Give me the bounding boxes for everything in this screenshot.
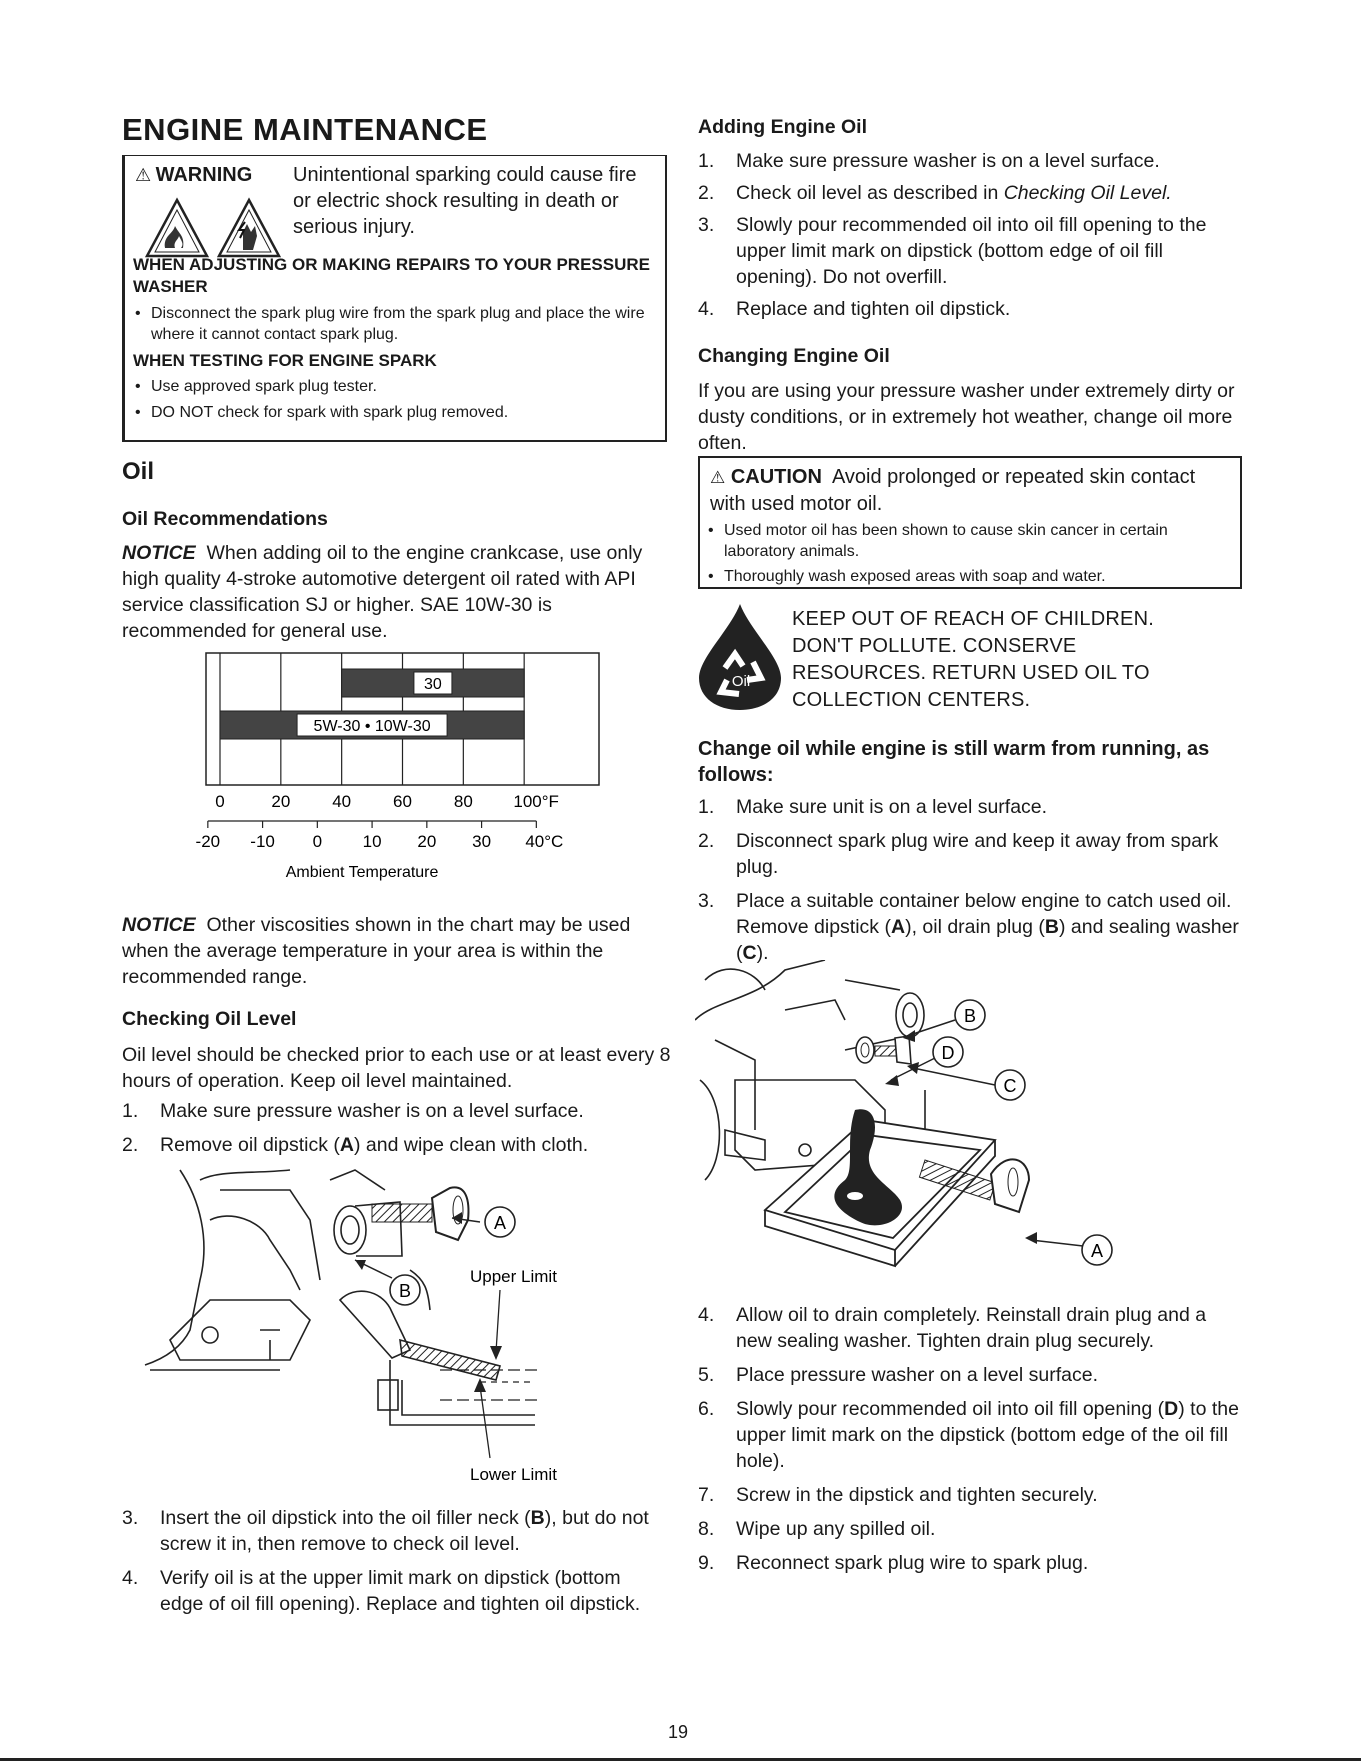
page-number: 19 xyxy=(668,1722,689,1742)
step-number: 1. xyxy=(122,1100,139,1122)
step-text: Insert the oil dipstick into the oil filler neck (B), but do not screw it in, then remove to check oil level. xyxy=(160,1507,649,1555)
step-number: 3. xyxy=(698,890,715,912)
c-tick-label: 0 xyxy=(312,832,323,851)
warning-bullet: • Disconnect the spark plug wire from the spark plug and place the wire where it cannot contact spark plug. xyxy=(133,303,658,345)
recycle-text: KEEP OUT OF REACH OF CHILDREN. DON'T POLLUTE. CONSERVE RESOURCES. RETURN USED OIL TO COLLECTION CENTERS. xyxy=(792,608,1154,711)
x-axis-label: Ambient Temperature xyxy=(285,864,439,881)
c-tick-label: 30 xyxy=(472,832,492,851)
dipstick-figure xyxy=(140,1160,660,1490)
warning-section-heading: WHEN TESTING FOR ENGINE SPARK xyxy=(133,351,437,370)
step-number: 1. xyxy=(698,796,715,818)
step-number: 3. xyxy=(122,1507,139,1529)
f-tick-label: 80 xyxy=(453,792,473,811)
lower-limit-label: Lower Limit xyxy=(470,1465,557,1484)
caution-text-block xyxy=(710,464,1230,517)
step-text: Verify oil is at the upper limit mark on dipstick (bottom edge of oil fill opening). Replace and tighten oil dipstick. xyxy=(160,1567,641,1615)
callout-a: A xyxy=(1090,1241,1104,1261)
step-number: 5. xyxy=(698,1364,715,1386)
step-item xyxy=(122,1098,667,1124)
notice-text: Other viscosities shown in the chart may be used when the average temperature in your area is within the recommended range. xyxy=(122,914,631,988)
step-text: Wipe up any spilled oil. xyxy=(736,1518,936,1540)
fire-hazard-icon xyxy=(147,200,207,256)
changing-intro: If you are using your pressure washer under extremely dirty or dusty conditions, or in extremely hot weather, change oil more often. xyxy=(698,380,1235,454)
warning-triangle-icon: ⚠ xyxy=(135,165,152,185)
step-number: 6. xyxy=(698,1398,715,1420)
viscosity-bar-label: 30 xyxy=(424,676,442,693)
step-number: 3. xyxy=(698,214,715,236)
caution-bullet: • Thoroughly wash exposed areas with soap and water. xyxy=(706,566,1231,587)
caution-list xyxy=(706,520,1231,587)
warning-section-heading: WHEN ADJUSTING OR MAKING REPAIRS TO YOUR PRESSURE WASHER xyxy=(133,255,650,296)
drain-oil-figure xyxy=(695,960,1255,1300)
c-tick-label: -10 xyxy=(250,832,275,851)
changing-oil-heading: Changing Engine Oil xyxy=(698,345,890,367)
warning-list xyxy=(133,376,658,423)
step-text: Replace and tighten oil dipstick. xyxy=(736,298,1011,320)
shock-hazard-icon xyxy=(219,200,279,256)
callout-d: D xyxy=(941,1043,955,1063)
step-text: Make sure unit is on a level surface. xyxy=(736,796,1048,818)
step-number: 7. xyxy=(698,1484,715,1506)
c-tick-label: 40°C xyxy=(525,832,564,851)
warning-triangle-icon: ⚠ xyxy=(710,468,726,487)
caution-label: CAUTION xyxy=(730,466,822,488)
step-item xyxy=(698,1396,1243,1474)
step-number: 4. xyxy=(122,1567,139,1589)
notice-text: When adding oil to the engine crankcase, use only high quality 4-stroke automotive detergent oil rated with API service classification SJ or higher. SAE 10W-30 is recommended for general use. xyxy=(122,542,643,642)
step-item xyxy=(698,794,1243,820)
step-item xyxy=(698,1516,1243,1542)
fire-shock-icons xyxy=(145,196,285,262)
notice-paragraph-2 xyxy=(122,912,667,990)
f-tick-label: 60 xyxy=(393,792,412,811)
warm-engine-heading: Change oil while engine is still warm from running, as follows: xyxy=(698,738,1210,786)
callout-a: A xyxy=(493,1213,507,1233)
warning-list xyxy=(133,303,658,345)
step-number: 8. xyxy=(698,1518,715,1540)
adding-oil-heading: Adding Engine Oil xyxy=(698,116,867,138)
notice-paragraph-1 xyxy=(122,540,662,644)
warning-bullet: • Use approved spark plug tester. xyxy=(133,376,658,397)
page-title: ENGINE MAINTENANCE xyxy=(122,112,488,147)
step-text: Screw in the dipstick and tighten securely. xyxy=(736,1484,1098,1506)
oil-heading: Oil xyxy=(122,458,155,485)
checking-intro: Oil level should be checked prior to each use or at least every 8 hours of operation. Keep oil level maintained. xyxy=(122,1044,671,1092)
changing-steps-a xyxy=(698,794,1243,974)
step-number: 2. xyxy=(698,830,715,852)
step-item xyxy=(122,1132,667,1158)
step-item xyxy=(698,180,1243,206)
f-tick-label: 0 xyxy=(215,792,225,811)
step-text: Place pressure washer on a level surface. xyxy=(736,1364,1099,1386)
step-item xyxy=(122,1565,667,1617)
step-number: 1. xyxy=(698,150,715,172)
step-number: 4. xyxy=(698,298,715,320)
step-item xyxy=(122,1505,667,1557)
step-item xyxy=(698,828,1243,880)
callout-b: B xyxy=(963,1006,977,1026)
step-item xyxy=(698,1302,1243,1354)
dipstick-upper xyxy=(372,1187,468,1240)
viscosity-bar-label: 5W-30 • 10W-30 xyxy=(313,718,431,735)
step-text: Slowly pour recommended oil into oil fill opening (D) to the upper limit mark on the dipstick (bottom edge of the oil fill hole). xyxy=(736,1398,1239,1472)
warning-label: WARNING xyxy=(155,164,253,186)
step-text: Disconnect spark plug wire and keep it away from spark plug. xyxy=(736,830,1219,878)
caution-bullet: • Used motor oil has been shown to cause skin cancer in certain laboratory animals. xyxy=(706,520,1231,562)
f-tick-label: 20 xyxy=(271,792,291,811)
callout-b: B xyxy=(398,1281,412,1301)
notice-label: NOTICE xyxy=(122,542,196,564)
warning-box xyxy=(122,155,667,442)
step-text: Make sure pressure washer is on a level surface. xyxy=(160,1100,584,1122)
step-item xyxy=(698,296,1243,322)
warning-text: Unintentional sparking could cause fire or electric shock resulting in death or serious injury. xyxy=(293,164,637,238)
f-tick-label: 40 xyxy=(332,792,352,811)
oil-recommendations-heading: Oil Recommendations xyxy=(122,508,328,530)
upper-limit-label: Upper Limit xyxy=(470,1267,557,1286)
step-text: Make sure pressure washer is on a level surface. xyxy=(736,150,1160,172)
step-item xyxy=(698,1362,1243,1388)
step-number: 2. xyxy=(698,182,715,204)
notice-label: NOTICE xyxy=(122,914,196,936)
oil-recycle-icon xyxy=(695,602,785,712)
adding-steps xyxy=(698,148,1243,330)
step-text: Slowly pour recommended oil into oil fill opening to the upper limit mark on dipstick (bottom edge of oil fill opening). Do not overfill. xyxy=(736,214,1207,288)
step-text: Place a suitable container below engine to catch used oil. Remove dipstick (A), oil drain plug (B) and sealing washer (C). xyxy=(736,890,1239,964)
step-item xyxy=(698,148,1243,174)
step-number: 4. xyxy=(698,1304,715,1326)
changing-steps-b xyxy=(698,1302,1243,1584)
warning-bullet: • DO NOT check for spark with spark plug removed. xyxy=(133,402,658,423)
caution-text: Avoid prolonged or repeated skin contact with used motor oil. xyxy=(710,466,1196,515)
step-item xyxy=(698,1550,1243,1576)
checking-steps-b xyxy=(122,1505,667,1625)
step-number: 2. xyxy=(122,1134,139,1156)
step-text: Check oil level as described in Checking Oil Level. xyxy=(736,182,1172,204)
step-text: Reconnect spark plug wire to spark plug. xyxy=(736,1552,1089,1574)
c-tick-label: 20 xyxy=(417,832,437,851)
warning-sections xyxy=(133,254,658,423)
f-tick-label: 100°F xyxy=(513,792,559,811)
step-text: Remove oil dipstick (A) and wipe clean with cloth. xyxy=(160,1134,589,1156)
c-tick-label: 10 xyxy=(362,832,382,851)
recycle-icon-text: Oil xyxy=(731,673,751,690)
step-number: 9. xyxy=(698,1552,715,1574)
step-item xyxy=(698,212,1243,290)
caution-box xyxy=(698,456,1242,589)
c-tick-label: -20 xyxy=(195,832,221,851)
step-text: Allow oil to drain completely. Reinstall drain plug and a new sealing washer. Tighten drain plug securely. xyxy=(736,1304,1207,1352)
checking-oil-heading: Checking Oil Level xyxy=(122,1008,297,1030)
callout-c: C xyxy=(1003,1076,1017,1096)
checking-steps-a xyxy=(122,1098,667,1166)
step-item xyxy=(698,888,1243,966)
step-item xyxy=(698,1482,1243,1508)
warning-header xyxy=(135,164,275,187)
viscosity-chart xyxy=(190,645,630,905)
